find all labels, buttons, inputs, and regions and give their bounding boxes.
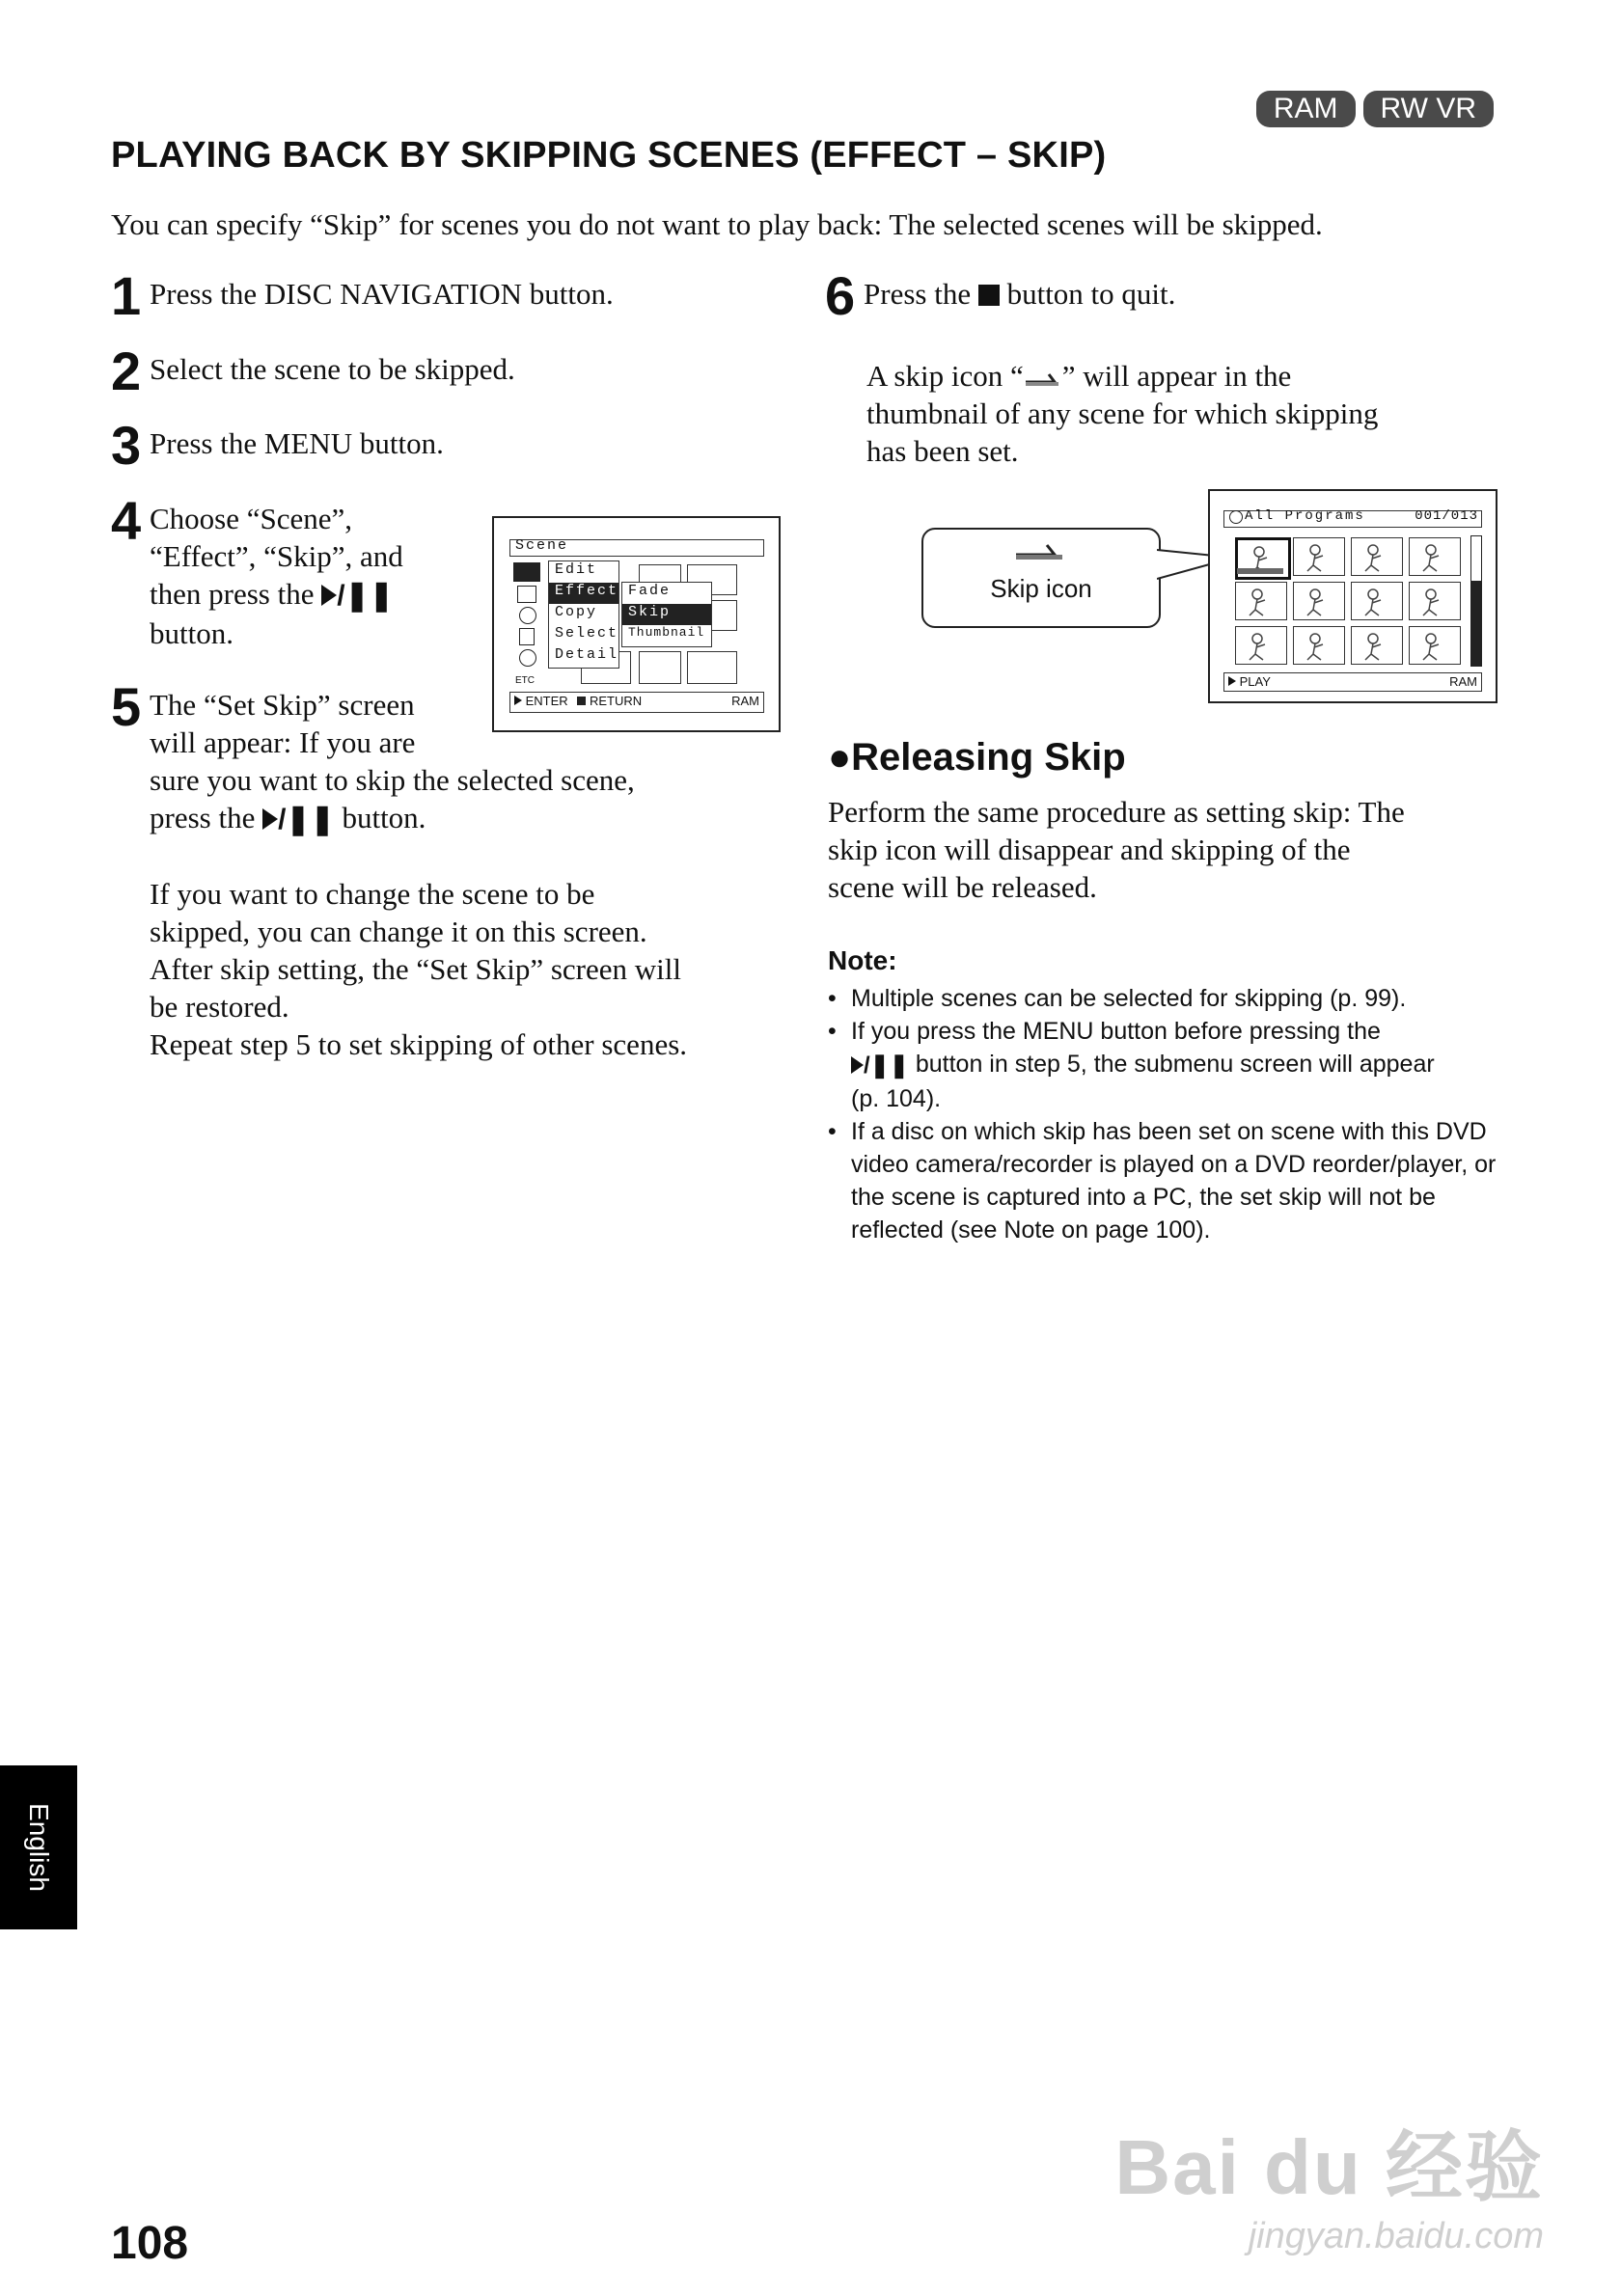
media-label: RAM (731, 694, 759, 708)
callout-label: Skip icon (990, 574, 1092, 603)
menu-item-edit[interactable]: Edit (555, 561, 598, 578)
format-badges (1256, 91, 1494, 127)
skip-icon (1012, 537, 1070, 562)
skip-icon-callout (921, 528, 1161, 628)
disc-icon (519, 607, 536, 624)
scrollbar[interactable] (1470, 535, 1482, 667)
scene-thumbnail (639, 651, 681, 684)
submenu-item-fade[interactable]: Fade (628, 583, 672, 599)
rw-vr-badge: RW VR (1363, 91, 1494, 127)
submenu-item-thumbnail[interactable]: Thumbnail (628, 625, 705, 640)
step-5-details: If you want to change the scene to be skipped, you can change it on this screen. After skip setting, the “Set Skip” screen will be restored. Repeat step 5 to set skipping of other scenes. (150, 877, 688, 1061)
scene-thumbnail[interactable] (1409, 537, 1461, 576)
menu-header: Scene (515, 537, 569, 554)
pause-icon: /❚❚ (864, 1052, 909, 1079)
watermark-logo: Bai du 经验 (1114, 2124, 1544, 2210)
note-list (828, 982, 1503, 1246)
note-heading: Note: (828, 945, 897, 975)
page-number: 108 (111, 2218, 189, 2269)
scene-icon (513, 562, 540, 582)
step-text: Choose “Scene”, “Effect”, “Skip”, and then press the /❚❚ button. (150, 502, 403, 650)
scene-thumbnail[interactable] (1235, 626, 1287, 665)
scene-thumbnail[interactable] (1235, 582, 1287, 620)
edit-icon (519, 628, 535, 645)
scene-menu-screen (492, 516, 781, 732)
menu-item-select[interactable]: Select (555, 625, 619, 642)
note-item: • If a disc on which skip has been set on scene with this DVD video camera/recorder is played on a DVD reorder/player, or the scene is captured into a PC, the set skip will not be reflected (see Note on page 100). (828, 1115, 1503, 1246)
stop-icon (978, 285, 1000, 306)
step-3 (111, 415, 444, 476)
skip-icon (1024, 369, 1062, 388)
language-tab: English (0, 1765, 77, 1929)
pause-icon: /❚❚ (278, 804, 335, 835)
scrollbar-thumb[interactable] (1471, 581, 1481, 666)
note-item: • If you press the MENU button before pressing the /❚❚ button in step 5, the submenu screen will appear (p. 104). (828, 1015, 1503, 1115)
list-icon (517, 586, 536, 603)
intro-text: You can specify “Skip” for scenes you do not want to play back: The selected scenes will be skipped. (111, 207, 1323, 241)
play-icon (321, 585, 337, 606)
skip-icon (1237, 568, 1283, 574)
pause-icon: /❚❚ (337, 580, 394, 612)
media-label: RAM (1449, 674, 1477, 689)
play-icon (1228, 676, 1236, 686)
watermark-url: jingyan.baidu.com (1248, 2216, 1544, 2256)
scene-menu (548, 560, 619, 669)
step-text: Press the MENU button. (150, 426, 444, 460)
effect-submenu (621, 582, 712, 647)
step-text: The “Set Skip” screen will appear: If you are sure you want to skip the selected scene, press the /❚❚ button. (150, 686, 635, 838)
scene-thumbnail[interactable] (1293, 626, 1345, 665)
releasing-skip-heading: ●Releasing Skip (828, 736, 1126, 779)
step-6-details: A skip icon “ ” will appear in the thumbnail of any scene for which skipping has been set. (866, 359, 1379, 468)
submenu-item-skip[interactable]: Skip (622, 604, 711, 625)
disc-icon (1229, 510, 1243, 524)
menu-item-effect[interactable]: Effect (549, 583, 618, 604)
step-1 (111, 265, 614, 326)
programs-header: All Programs (1245, 508, 1365, 524)
play-icon (514, 696, 522, 705)
scene-thumbnail[interactable] (1351, 582, 1403, 620)
step-number: 3 (111, 415, 142, 476)
step-number: 1 (111, 265, 142, 326)
stop-icon (577, 697, 586, 705)
etc-label: ETC (515, 675, 535, 686)
all-programs-screen (1208, 489, 1497, 703)
ram-badge: RAM (1256, 91, 1356, 127)
step-number: 5 (111, 676, 142, 737)
menu-item-copy[interactable]: Copy (555, 604, 598, 620)
step-text: Select the scene to be skipped. (150, 352, 515, 386)
watermark (1114, 2105, 1544, 2257)
menu-item-detail[interactable]: Detail (555, 646, 619, 663)
step-number: 6 (825, 265, 856, 326)
info-icon (519, 649, 536, 667)
programs-footer: PLAY RAM (1223, 672, 1482, 692)
scene-thumbnail[interactable] (1351, 626, 1403, 665)
step-6: 6 Press the button to quit. (825, 265, 1176, 326)
play-icon (851, 1056, 864, 1074)
scene-thumbnail[interactable] (1409, 626, 1461, 665)
releasing-skip-text: Perform the same procedure as setting skip: The skip icon will disappear and skipping of the scene will be released. (828, 795, 1405, 904)
scene-thumbnail[interactable] (1351, 537, 1403, 576)
step-4 (111, 490, 403, 652)
page-title: PLAYING BACK BY SKIPPING SCENES (EFFECT – SKIP) (111, 135, 1107, 176)
menu-footer: ENTER RETURN RAM (509, 692, 764, 713)
note-item: • Multiple scenes can be selected for skipping (p. 99). (828, 982, 1503, 1015)
step-text: Press the DISC NAVIGATION button. (150, 277, 614, 311)
scene-counter: 001/013 (1415, 508, 1478, 524)
scene-thumbnail[interactable] (1409, 582, 1461, 620)
step-number: 2 (111, 341, 142, 401)
scene-thumbnail[interactable] (1293, 582, 1345, 620)
step-2 (111, 341, 515, 401)
step-number: 4 (111, 490, 142, 551)
scene-thumbnail[interactable] (1293, 537, 1345, 576)
play-icon (262, 808, 278, 830)
scene-thumbnail (687, 651, 737, 684)
